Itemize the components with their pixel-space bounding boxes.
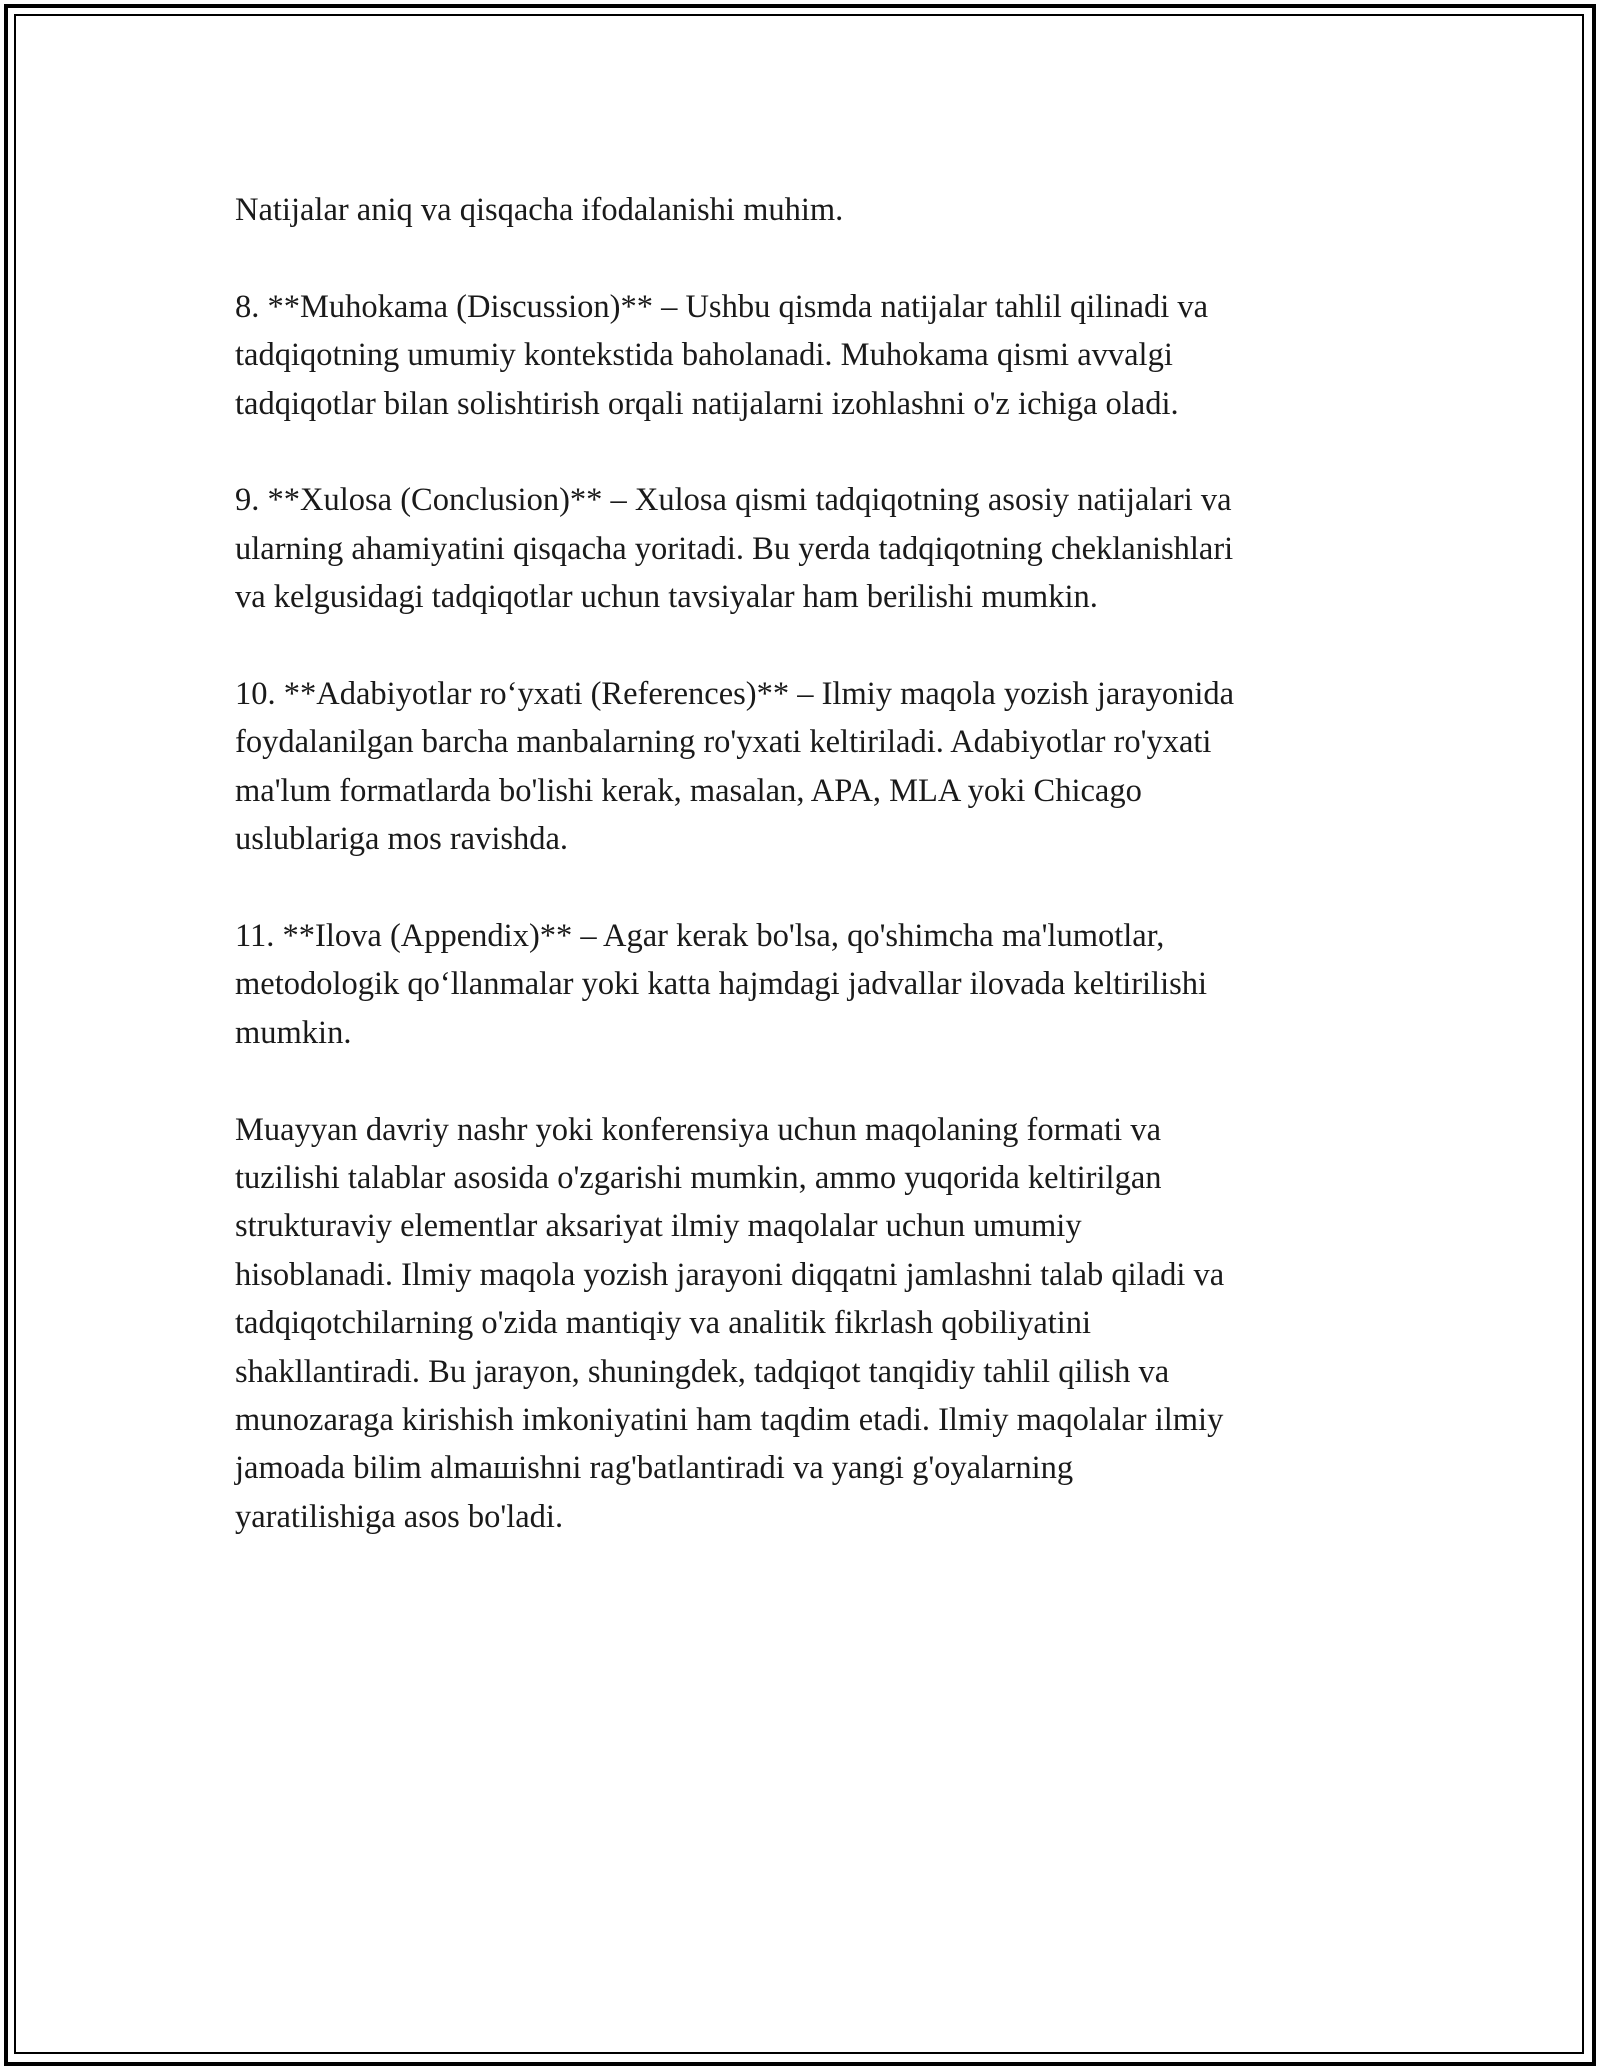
paragraph-discussion: 8. **Muhokama (Discussion)** – Ushbu qismda natijalar tahlil qilinadi va tadqiqotning umumiy kontekstida baholanadi. Muhokama qismi avvalgi tadqiqotlar bilan solishtirish orqali natijalarni izohlashni o'z ichiga oladi. (235, 288, 1209, 422)
paragraph-references: 10. **Adabiyotlar roʻyxati (References)** – Ilmiy maqola yozish jarayonida foydalanilgan barcha manbalarning ro'yxati keltiriladi. Adabiyotlar ro'yxati ma'lum formatlarda bo'lishi kerak, masalan, APA, MLA yoki Chicago uslublariga mos ravishda. (235, 676, 1235, 858)
paragraph-conclusion: 9. **Xulosa (Conclusion)** – Xulosa qismi tadqiqotning asosiy natijalari va ularning ahamiyatini qisqacha yoritadi. Bu yerda tadqiqotning cheklanishlari va kelgusidagi tadqiqotlar uchun tavsiyalar ham berilishi mumkin. (235, 482, 1234, 616)
paragraph-results-note: Natijalar aniq va qisqacha ifodalanishi muhim. (235, 192, 844, 228)
paragraph-summary: Muayyan davriy nashr yoki konferensiya uchun maqolaning formati va tuzilishi talablar asosida o'zgarishi mumkin, ammo yuqorida keltirilgan strukturaviy elementlar aksariyat ilmiy maqolalar uchun umumiy hisoblanadi. Ilmiy maqola yozish jarayoni diqqatni jamlashni talab qiladi va tadqiqotchilarning o'zida mantiqiy va analitik fikrlash qobiliyatini shakllantiradi. Bu jarayon, shuningdek, tadqiqot tanqidiy tahlil qilish va munozaraga kirishish imkoniyatini ham taqdim etadi. Ilmiy maqolalar ilmiy jamoada bilim almaшishni rag'batlantiradi va yangi g'oyalarning yaratilishiga asos bo'ladi. (235, 1111, 1225, 1535)
paragraph-appendix: 11. **Ilova (Appendix)** – Agar kerak bo'lsa, qo'shimcha ma'lumotlar, metodologik qoʻllanmalar yoki katta hajmdagi jadvallar ilovada keltirilishi mumkin. (235, 918, 1208, 1051)
document-body (235, 186, 1385, 1541)
